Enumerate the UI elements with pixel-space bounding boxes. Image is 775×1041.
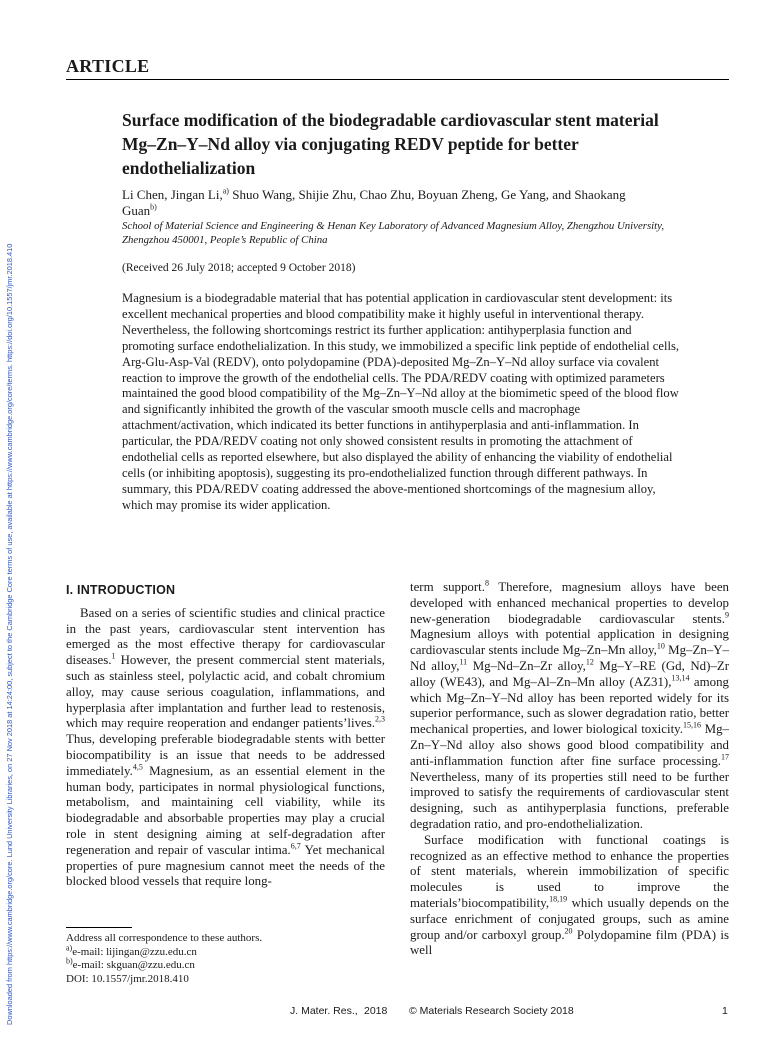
right-column [410, 580, 729, 959]
intro-paragraph-1-continued: term support.$^8$ Therefore, magnesium alloys have been developed with enhanced mechanical properties to develop new-generation biodegradable cardiovascular stents.$^9$ Magnesium alloys with potential application in designing cardiovascular stents include Mg–Zn–Mn alloy,$^{10}$ Mg–Zn–Y–Nd alloy,$^{11}$ Mg–Nd–Zn–Zr alloy,$^{12}$ Mg–Y–RE (Gd, Nd)–Zr alloy (WE43), and Mg–Al–Zn–Mn alloy (AZ31),$^{13,14}$ among which Mg–Zn–Y–Nd alloy has been reported widely for its superior performance, such as slower degradation ratio, better mechanical properties, and lower biological toxicity.$^{15,16}$ Mg–Zn–Y–Nd alloy also shows good blood compatibility and anti-inflammation function after fine surface processing.$^{17}$ Nevertheless, many of its properties still need to be further improved to satisfy the requirements of cardiovascular stent designing, such as antihyperplasia functions, preferable degradation ratio, and pro-endothelialization. [410, 578, 729, 831]
citation: 18,19 [549, 894, 568, 904]
doi: DOI: 10.1557/jmr.2018.410 [66, 972, 189, 985]
download-notice: Downloaded from https://www.cambridge.org/core. Lund University Libraries, on 27 Nov 2018 at 14:24:00, subject to the Cambridge Core terms of use, available at https://www.cambridge.org/core/terms. https://doi.org/10.1557/jmr.2018.410 [5, 243, 14, 1025]
page-number: 1 [722, 1005, 728, 1017]
footer-copyright: © Materials Research Society 2018 [409, 1005, 574, 1017]
citation: 2,3 [375, 715, 385, 725]
email-b: $^{b)}$e-mail: skguan@zzu.edu.cn [66, 956, 195, 972]
citation: 12 [585, 657, 594, 667]
authors-part-2: Shuo Wang, Shijie Zhu, Chao Zhu, Boyuan Zheng, Ge Yang, and Shaokang Guan [122, 187, 626, 218]
header-rule [66, 79, 729, 80]
author-mark-b: b) [150, 202, 157, 212]
citation: 9 [725, 610, 729, 620]
citation: 13,14 [671, 673, 690, 683]
correspondence-note: Address all correspondence to these authors. [66, 932, 263, 944]
email-a: $^{a)}$e-mail: lijingan@zzu.edu.cn [66, 942, 197, 958]
citation: 6,7 [290, 841, 301, 851]
author-list [122, 187, 662, 219]
citation: 10 [656, 641, 665, 651]
author-mark-a: a) [222, 186, 229, 196]
citation: 20 [564, 926, 573, 936]
citation: 1 [111, 651, 116, 661]
citation: 11 [459, 657, 468, 667]
footnotes [66, 932, 262, 986]
intro-paragraph-2: Surface modification with functional coatings is recognized as an effective method to enhance the properties of stent materials, wherein immobilization of specific molecules is used to improve the materials’biocompatibility,$^{18,19}$ which usually depends on the surface enrichment of conjugated groups, such as amine group and/or carboxyl group.$^{20}$ Polydopamine film (PDA) is well [410, 832, 729, 958]
citation: 8 [484, 578, 489, 588]
paper-title: Surface modification of the biodegradable cardiovascular stent material Mg–Zn–Y–Nd alloy via conjugating REDV peptide for better endothelialization [122, 110, 659, 178]
footer-year: 2018 [364, 1005, 388, 1017]
left-column [66, 583, 385, 890]
article-type-label: ARTICLE [66, 56, 150, 76]
abstract: Magnesium is a biodegradable material that has potential application in cardiovascular stent development: its excellent mechanical properties and blood compatibility make it highly useful in interventional therapy. Nevertheless, the following shortcomings restrict its further application: antihyperplasia function and promoting surface endothelialization. In this study, we immobilized a specific link peptide of endothelial cells, Arg-Glu-Asp-Val (REDV), onto polydopamine (PDA)-deposited Mg–Zn–Y–Nd alloy surface via covalent reaction to improve the growth of the endothelial cells. The PDA/REDV coating with optimized parameters maintained the good blood compatibility of the Mg–Zn–Y–Nd alloy at the biomimetic speed of the blood flow and significantly inhibited the growth of the vascular smooth muscle cells and macrophage attachment/activation, which indicated its better functions in antihyperplasia and anti-inflammation. In particular, the PDA/REDV coating not only showed consistent results in promoting the attachment of endothelial cells as reported elsewhere, but also displayed the ability of enhancing the viability of endothelial cells (or inhibiting apoptosis), suggesting its pro-endothelialized function through different pathways. In summary, this PDA/REDV coating addressed the above-mentioned shortcomings of the magnesium alloy, which may promise its wider application. [122, 291, 680, 512]
authors-part-1: Li Chen, Jingan Li, [122, 187, 223, 202]
citation: 15,16 [682, 720, 701, 730]
section-heading: I. INTRODUCTION [66, 583, 176, 597]
citation: 4,5 [132, 762, 143, 772]
citation: 17 [721, 752, 729, 762]
affiliation: School of Material Science and Engineering & Henan Key Laboratory of Advanced Magnesium Alloy, Zhengzhou University, Zhengzhou 450001, People’s Republic of China [122, 220, 665, 246]
footnote-rule [66, 927, 132, 928]
intro-paragraph-1: Based on a series of scientific studies and clinical practice in the past years, cardiovascular stent intervention has emerged as the most effective therapy for cardiovascular diseases.$^1$ However, the present commercial stent materials, such as stainless steel, polylactic acid, and cobalt chromium alloy, may cause serious coagulation, inflammations, and hyperplasia after implantation and further lead to restenosis, which may require reoperation and endanger patients’lives.$^{2,3}$ Thus, developing preferable biodegradable stents with better biocompatibility is an issue that needs to be addressed immediately.$^{4,5}$ Magnesium, as an essential element in the human body, participates in normal physiological functions, metabolism, and maintaining cell viability, while its biodegradable and absorbable properties may play a crucial role in stent designing aiming at self-degradation after regeneration and repair of vascular intima.$^{6,7}$ Yet mechanical properties of pure magnesium cannot meet the needs of the blocked blood vessels that require long- [66, 605, 385, 889]
received-dates: (Received 26 July 2018; accepted 9 October 2018) [122, 262, 356, 274]
footer-journal: J. Mater. Res., [290, 1005, 358, 1017]
